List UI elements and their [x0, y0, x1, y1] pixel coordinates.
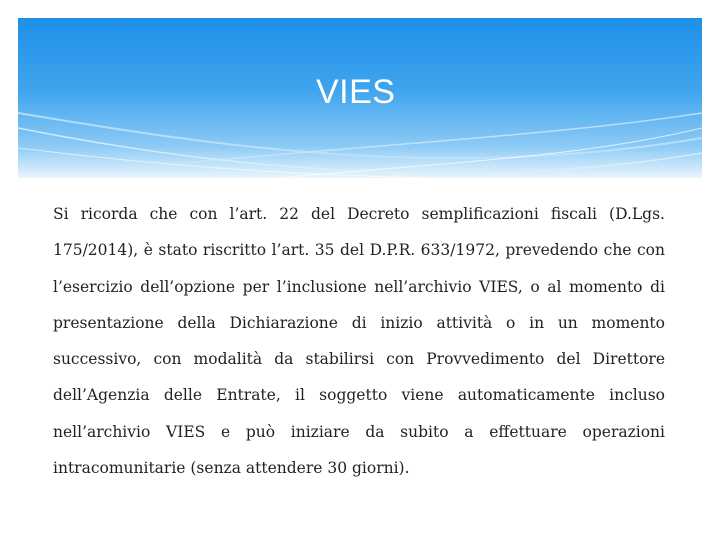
header-banner: [18, 18, 702, 178]
slide-title: VIES: [316, 73, 396, 111]
body-paragraph: Si ricorda che con l’art. 22 del Decreto semplificazioni fiscali (D.Lgs. 175/2014), è stato riscritto l’art. 35 del D.P.R. 633/1972, prevedendo che con l’esercizio dell’opzione per l’inclusione nell’archivio VIES, o al momento di presentazione della Dichiarazione di inizio attività o in un momento successivo, con modalità da stabilirsi con Provvedimento del Direttore dell’Agenzia delle Entrate, il soggetto viene automaticamente incluso nell’archivio VIES e può iniziare da subito a effettuare operazioni intracomunitarie (senza attendere 30 giorni).: [53, 205, 665, 478]
